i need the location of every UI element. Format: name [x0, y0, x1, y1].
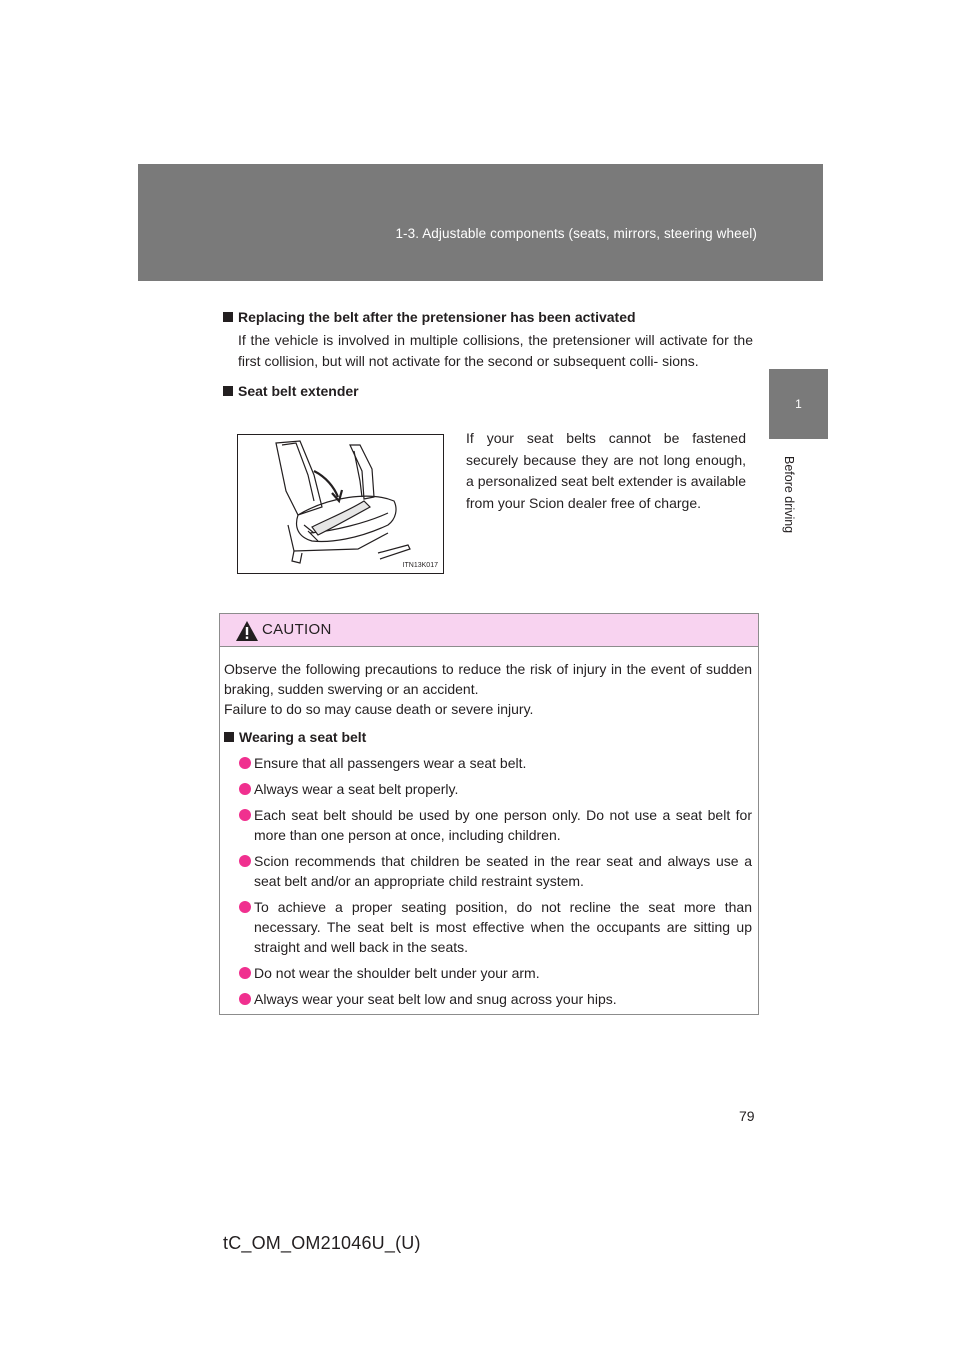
square-bullet-icon	[223, 312, 233, 322]
caution-intro: Observe the following precautions to reduce the risk of injury in the event of sudden braking, sudden swerving or an accident.	[224, 661, 752, 697]
bullet-dot-icon	[239, 993, 251, 1005]
caution-header	[220, 614, 758, 647]
bullet-dot-icon	[239, 783, 251, 795]
chapter-tab	[769, 369, 828, 439]
header-band	[138, 164, 823, 281]
section-heading-extender	[223, 381, 753, 401]
figure-code: ITN13K017	[402, 562, 438, 569]
section-heading-replacing	[223, 307, 753, 327]
caution-title: CAUTION	[262, 621, 332, 638]
list-item: Always wear your seat belt low and snug across your hips.	[224, 989, 752, 1009]
seat-belt-figure	[237, 434, 444, 574]
page-number: 79	[739, 1108, 755, 1124]
warning-triangle-icon	[235, 620, 259, 642]
bullet-dot-icon	[239, 901, 251, 913]
seat-illustration-icon	[238, 435, 443, 573]
caution-subheading	[224, 727, 752, 747]
replacing-paragraph: If the vehicle is involved in multiple collisions, the pretensioner will activate for the first collision, but will not activate for the second or subsequent colli- sions.	[238, 332, 753, 369]
list-item: Each seat belt should be used by one person only. Do not use a seat belt for more than one person at once, including children.	[224, 805, 752, 845]
list-item: Scion recommends that children be seated in the rear seat and always use a seat belt and/or an appropriate child restraint system.	[224, 851, 752, 891]
extender-paragraph: If your seat belts cannot be fastened securely because they are not long enough, a personalized seat belt extender is available from your Scion dealer free of charge.	[466, 430, 746, 511]
chapter-number: 1	[795, 397, 802, 411]
square-bullet-icon	[223, 386, 233, 396]
bullet-dot-icon	[239, 809, 251, 821]
caution-intro-2: Failure to do so may cause death or severe injury.	[224, 701, 534, 717]
subheading-text: Wearing a seat belt	[239, 729, 367, 745]
section-title: 1-3. Adjustable components (seats, mirrors, steering wheel)	[395, 226, 757, 241]
main-content	[223, 307, 753, 401]
square-bullet-icon	[224, 732, 234, 742]
heading-text: Replacing the belt after the pretensioner has been activated	[238, 309, 636, 325]
list-item: To achieve a proper seating position, do not recline the seat more than necessary. The seat belt is most effective when the occupants are sitting up straight and well back in the seats.	[224, 897, 752, 957]
heading-text: Seat belt extender	[238, 383, 359, 399]
caution-body	[220, 647, 758, 1009]
list-item: Do not wear the shoulder belt under your arm.	[224, 963, 752, 983]
chapter-label: Before driving	[782, 456, 796, 534]
caution-bullet-list	[224, 753, 752, 1009]
bullet-dot-icon	[239, 855, 251, 867]
bullet-dot-icon	[239, 757, 251, 769]
list-item: Ensure that all passengers wear a seat belt.	[224, 753, 752, 773]
list-item: Always wear a seat belt properly.	[224, 779, 752, 799]
caution-box	[219, 613, 759, 1015]
document-code: tC_OM_OM21046U_(U)	[223, 1233, 421, 1253]
bullet-dot-icon	[239, 967, 251, 979]
